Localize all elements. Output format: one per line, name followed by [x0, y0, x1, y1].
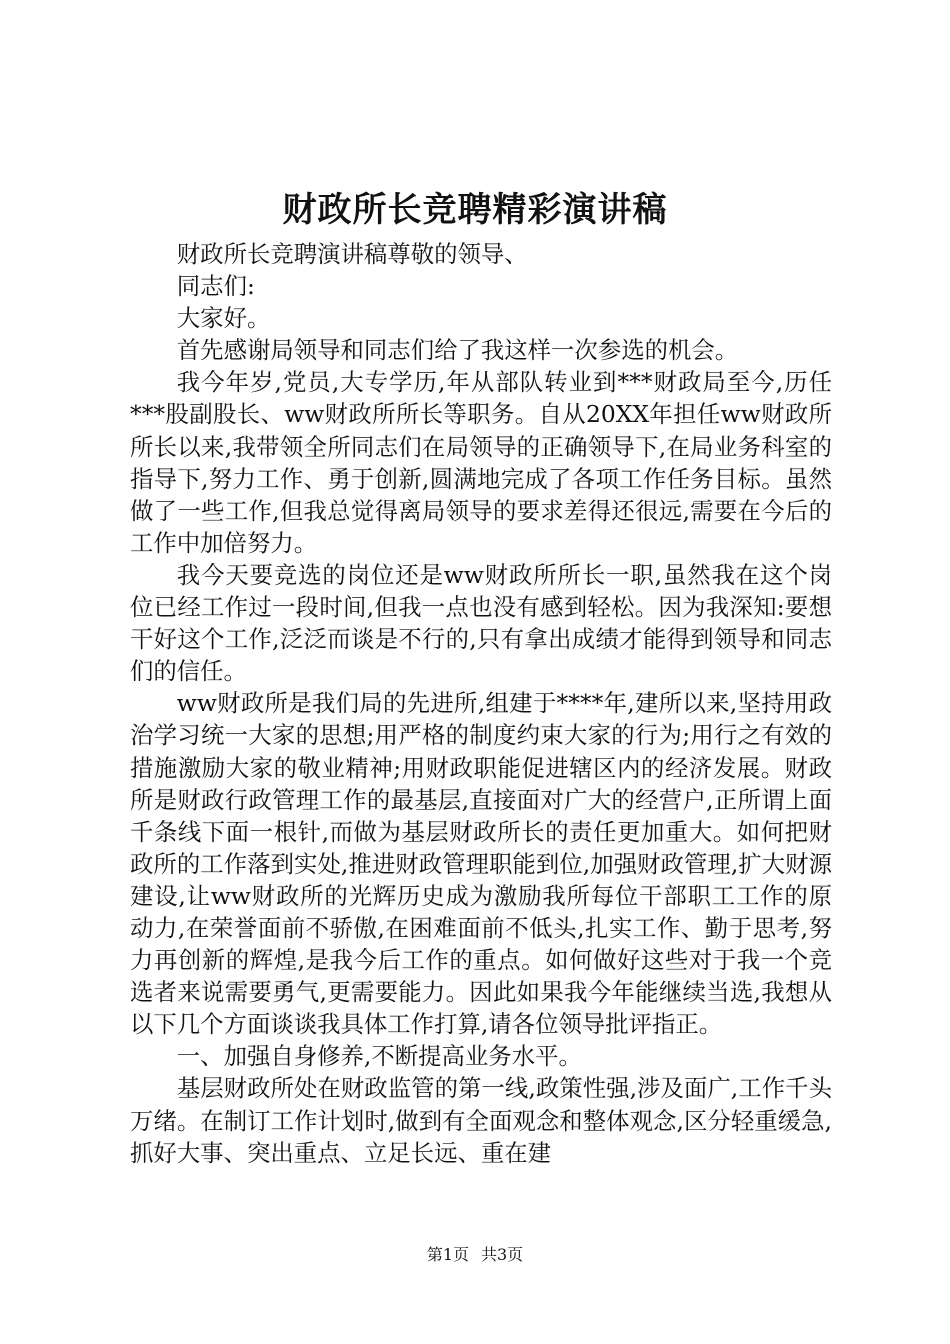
paragraph-greeting: 大家好。: [176, 304, 271, 333]
paragraph-position: 我今天要竞选的岗位还是ww财政所所长一职,虽然我在这个岗位已经工作过一段时间,但我一点也没有感到轻松。因为我深知:要想干好这个工作,泛泛而谈是不行的,只有拿出成绩才能得到领导和同志们的信任。: [130, 560, 832, 686]
paragraph-comrades: 同志们:: [176, 272, 255, 301]
page-footer: [0, 1243, 950, 1267]
paragraph-background: 我今年岁,党员,大专学历,年从部队转业到***财政局至今,历任***股副股长、ww财政所所长等职务。自从20XX年担任ww财政所所长以来,我带领全所同志们在局领导的正确领导下,在局业务科室的指导下,努力工作、勇于创新,圆满地完成了各项工作任务目标。虽然做了一些工作,但我总觉得离局领导的要求差得还很远,需要在今后的工作中加倍努力。: [130, 368, 832, 557]
paragraph-salutation: 财政所长竞聘演讲稿尊敬的领导、: [176, 240, 528, 268]
document-title: 财政所长竞聘精彩演讲稿: [282, 190, 668, 230]
paragraph-section-body: 基层财政所处在财政监管的第一线,政策性强,涉及面广,工作千头万绪。在制订工作计划时,做到有全面观念和整体观念,区分轻重缓急,抓好大事、突出重点、立足长远、重在建: [130, 1074, 832, 1167]
page-number: 第1页: [426, 1245, 469, 1264]
paragraph-section-heading: 一、加强自身修养,不断提高业务水平。: [176, 1042, 582, 1071]
page-total: 共3页: [481, 1245, 524, 1264]
paragraph-thanks: 首先感谢局领导和同志们给了我这样一次参选的机会。: [176, 336, 739, 365]
paragraph-office-history: ww财政所是我们局的先进所,组建于****年,建所以来,坚持用政治学习统一大家的思想;用严格的制度约束大家的行为;用行之有效的措施激励大家的敬业精神;用财政职能促进辖区内的经济发展。财政所是财政行政管理工作的最基层,直接面对广大的经营户,正所谓上面千条线下面一根针,而做为基层财政所长的责任更加重大。如何把财政所的工作落到实处,推进财政管理职能到位,加强财政管理,扩大财源建设,让ww财政所的光辉历史成为激励我所每位干部职工工作的原动力,在荣誉面前不骄傲,在困难面前不低头,扎实工作、勤于思考,努力再创新的辉煌,是我今后工作的重点。如何做好这些对于我一个竞选者来说需要勇气,更需要能力。因此如果我今年能继续当选,我想从以下几个方面谈谈我具体工作打算,请各位领导批评指正。: [130, 689, 832, 1039]
document-body: [130, 238, 832, 1169]
